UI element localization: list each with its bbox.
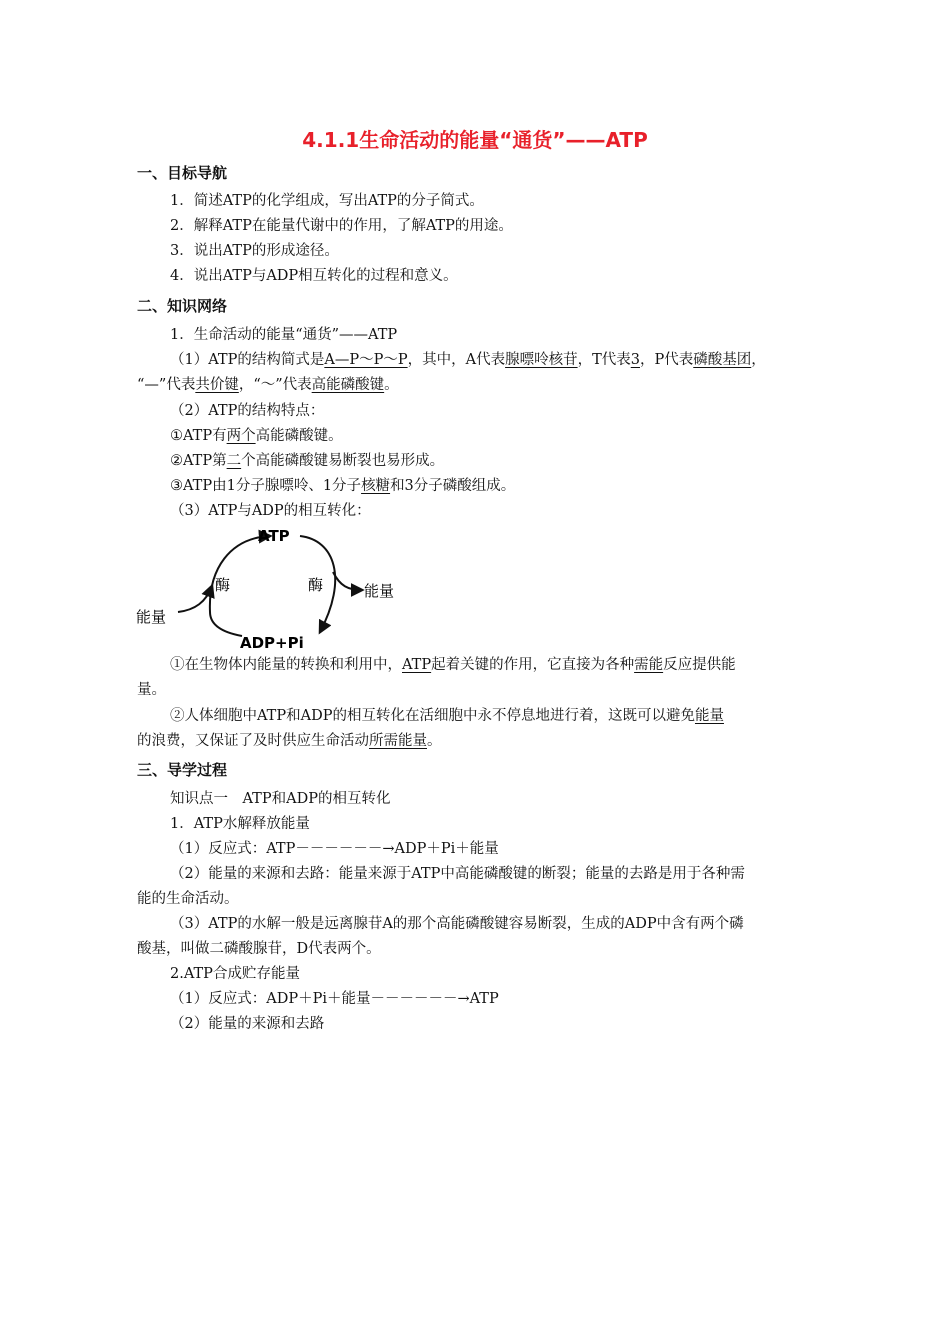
section-heading-network: 二、知识网络 (137, 297, 228, 315)
text-span: ，P代表 (639, 352, 694, 368)
adp-pi-label: ADP+Pi (240, 634, 304, 652)
section-heading-process: 三、导学过程 (137, 761, 228, 779)
significance-paragraph-2-cont (137, 731, 442, 751)
process-line: 能的生命活动。 (137, 891, 239, 907)
text-span: ③ATP由1分子腺嘌呤、1分子 (170, 478, 362, 494)
bond-meaning-line (137, 375, 399, 395)
text-span: ，其中，A代表 (407, 352, 506, 368)
text-span: ，“～”代表 (238, 377, 312, 393)
energy-answer: 能量 (694, 708, 724, 724)
text-span: ①在生物体内能量的转换和利用中， (170, 657, 402, 673)
process-line: （2）能量的来源和去路：能量来源于ATP中高能磷酸键的断裂；能量的去路是用于各种需 (170, 866, 745, 882)
text-span: ②人体细胞中ATP和ADP的相互转化在活细胞中永不停息地进行着，这既可以避免 (170, 708, 695, 724)
text-span: 。 (384, 377, 399, 393)
goal-item: 2．解释ATP在能量代谢中的作用，了解ATP的用途。 (170, 218, 513, 234)
feature-item (170, 426, 343, 446)
formula-answer: A—P～P～P (324, 352, 408, 368)
significance-paragraph-2 (170, 706, 724, 726)
ribose-answer: 核糖 (361, 478, 391, 494)
text-span: ， (751, 352, 766, 368)
knowledge-point: 知识点一 ATP和ADP的相互转化 (170, 791, 391, 807)
text-span: 起着关键的作用，它直接为各种 (431, 657, 635, 673)
covalent-answer: 共价键 (195, 377, 239, 393)
text-span: 的浪费，又保证了及时供应生命活动 (137, 733, 369, 749)
energy-output-label: 能量 (364, 582, 395, 600)
atp-adp-cycle-diagram (130, 524, 400, 654)
process-line: （1）反应式：ADP＋Pi＋能量－－－－－－→ATP (170, 991, 499, 1007)
two-answer: 两个 (226, 428, 256, 444)
energy-input-arrow (178, 586, 212, 612)
text-span: 反应提供能 (663, 657, 736, 673)
goal-item: 1．简述ATP的化学组成，写出ATP的分子简式。 (170, 193, 484, 209)
adenosine-answer: 腺嘌呤核苷 (505, 352, 578, 368)
text-span: “—”代表 (137, 377, 196, 393)
conversion-heading: （3）ATP与ADP的相互转化： (170, 503, 371, 519)
feature-item (170, 476, 515, 496)
text-span: ①ATP有 (170, 428, 227, 444)
atp-answer: ATP (402, 657, 432, 673)
network-heading: 1．生命活动的能量“通货”——ATP (170, 327, 398, 343)
process-line: （2）能量的来源和去路 (170, 1016, 325, 1032)
text-span: ，T代表 (577, 352, 631, 368)
atp-label: ATP (258, 527, 290, 545)
process-line: 酸基，叫做二磷酸腺苷，D代表两个。 (137, 941, 381, 957)
section-heading-goals: 一、目标导航 (137, 164, 228, 182)
text-span: （1）ATP的结构简式是 (170, 352, 325, 368)
needed-energy-answer: 所需能量 (369, 733, 427, 749)
right-enzyme-label: 酶 (308, 576, 324, 594)
structure-formula-line (170, 350, 766, 370)
text-span: 个高能磷酸键易断裂也易形成。 (241, 453, 445, 469)
process-line: 2.ATP合成贮存能量 (170, 966, 300, 982)
high-energy-bond-answer: 高能磷酸键 (311, 377, 385, 393)
process-line: （1）反应式：ATP－－－－－－→ADP＋Pi＋能量 (170, 841, 499, 857)
page-title: 4.1.1生命活动的能量“通货”——ATP (302, 128, 648, 152)
text-span: ②ATP第 (170, 453, 227, 469)
synthesis-arrow (210, 536, 270, 612)
left-enzyme-label: 酶 (215, 576, 231, 594)
energy-input-label: 能量 (136, 608, 167, 626)
three-answer: 3 (630, 352, 640, 368)
energy-need-answer: 需能 (634, 657, 664, 673)
significance-paragraph-1-cont: 量。 (137, 682, 166, 698)
cycle-arc-bottom (210, 612, 242, 636)
feature-item (170, 451, 444, 471)
significance-paragraph-1 (170, 655, 736, 675)
process-line: （3）ATP的水解一般是远离腺苷A的那个高能磷酸键容易断裂，生成的ADP中含有两个磷 (170, 916, 744, 932)
text-span: 高能磷酸键。 (255, 428, 343, 444)
goal-item: 3．说出ATP的形成途径。 (170, 243, 339, 259)
goal-item: 4．说出ATP与ADP相互转化的过程和意义。 (170, 268, 458, 284)
energy-output-arrow (333, 572, 362, 590)
second-answer: 二 (226, 453, 242, 469)
structure-feature-heading: （2）ATP的结构特点： (170, 403, 325, 419)
process-line: 1．ATP水解释放能量 (170, 816, 310, 832)
phosphate-answer: 磷酸基团 (693, 352, 752, 368)
text-span: 和3分子磷酸组成。 (390, 478, 516, 494)
text-span: 。 (427, 733, 442, 749)
